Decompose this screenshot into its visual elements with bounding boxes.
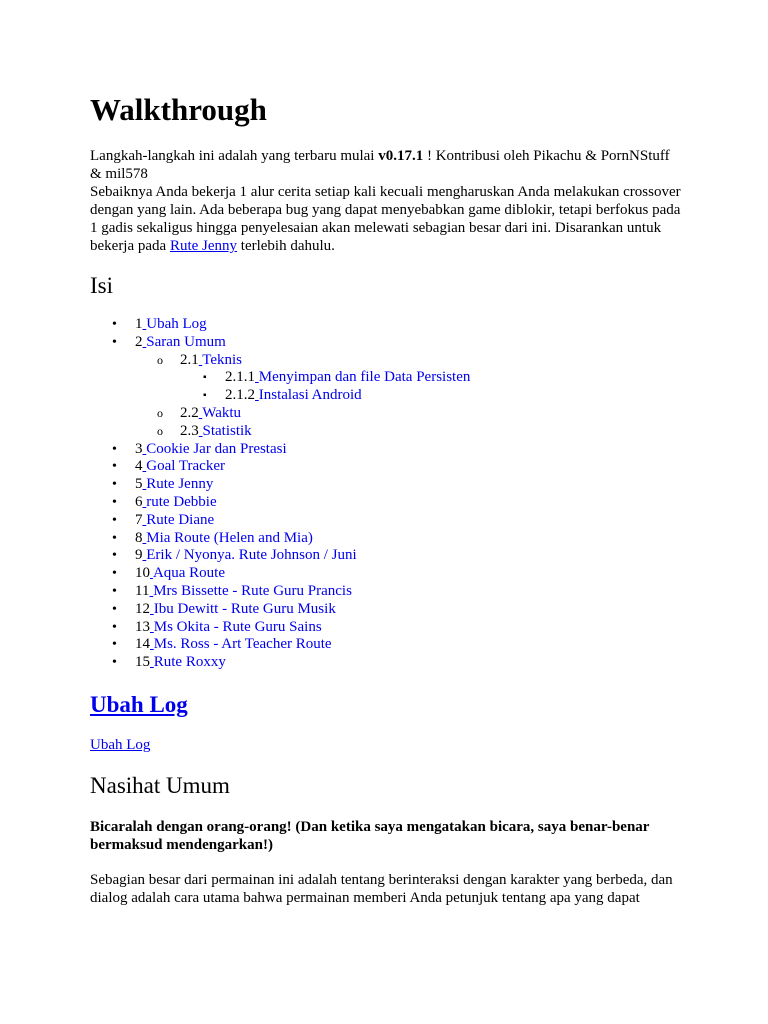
toc-number: 5 [135,476,143,493]
toc-item-6[interactable] [90,494,470,512]
toc-link[interactable]: Statistik [202,422,252,439]
bullet-icon: • [112,441,117,457]
toc-number: 2 [135,333,143,350]
toc-item-2-1-2[interactable] [90,387,470,405]
advice-bold-paragraph: Bicaralah dengan orang-orang! (Dan ketika saya mengatakan bicara, saya benar-benar bermaksud mendengarkan!) [90,819,650,853]
toc-item-10[interactable] [90,565,470,583]
toc-number: 11 [135,582,150,599]
bullet-icon: • [112,566,117,582]
toc-item-4[interactable] [90,458,470,476]
bullet-icon: • [112,317,117,332]
toc-number: 2.1.2 [225,387,255,404]
toc-item-15[interactable] [90,654,470,672]
nasihat-umum-heading: Nasihat Umum [90,773,230,798]
toc-item-2-1[interactable] [90,352,470,370]
toc-number: 2.2 [180,404,199,421]
toc-number: 2.1.1 [225,369,255,386]
ubah-log-link[interactable]: Ubah Log [90,737,151,753]
toc-link[interactable]: Rute Jenny [146,476,214,493]
toc-link[interactable]: Teknis [202,351,243,368]
toc-link[interactable]: Ubah Log [146,316,207,332]
toc-item-5[interactable] [90,476,470,494]
square-bullet-icon: ▪ [203,372,207,384]
toc-link[interactable]: Goal Tracker [146,458,225,475]
toc-item-2-2[interactable] [90,405,470,423]
toc-number: 1 [135,316,143,332]
advice-paragraph: Sebagian besar dari permainan ini adalah tentang berinteraksi dengan karakter yang berbeda, dan dialog adalah cara utama bahwa permainan memberi Anda petunjuk tentang apa yang dapat [90,872,673,906]
toc-item-2-1-1[interactable] [90,369,470,387]
bullet-icon: • [112,655,117,671]
page-title: Walkthrough [90,92,267,127]
toc-link[interactable]: Rute Roxxy [153,654,226,671]
bullet-icon: • [112,477,117,493]
bullet-icon: • [112,512,117,528]
toc-link[interactable]: Saran Umum [146,333,226,350]
intro-advice-end: terlebih dahulu. [237,238,335,254]
toc-link[interactable]: Menyimpan dan file Data Persisten [258,369,471,386]
toc-number: 2.1 [180,351,199,368]
bullet-icon: • [112,548,117,564]
toc-item-3[interactable] [90,441,470,459]
toc-item-11[interactable] [90,583,470,601]
toc-number: 14 [135,636,150,653]
toc-number: 2.3 [180,422,199,439]
toc-link[interactable]: Aqua Route [152,565,226,582]
intro-section [90,147,685,255]
toc-item-8[interactable] [90,530,470,548]
circle-bullet-icon: o [157,352,163,367]
toc-link[interactable]: Waktu [202,404,242,421]
toc-item-13[interactable] [90,619,470,637]
toc-number: 4 [135,458,143,475]
intro-text: Langkah-langkah ini adalah yang terbaru mulai [90,148,379,164]
toc-link[interactable]: Ms Okita - Rute Guru Sains [153,618,322,635]
intro-paragraph-2 [90,183,685,255]
rute-jenny-link[interactable]: Rute Jenny [169,238,238,254]
toc-number: 8 [135,529,143,546]
toc-link[interactable]: Ibu Dewitt - Rute Guru Musik [153,600,336,617]
version-label: v0.17.1 [378,148,424,164]
toc-link[interactable]: Instalasi Android [258,387,362,404]
toc-item-1[interactable] [90,316,470,334]
intro-paragraph-1 [90,147,685,183]
toc-link[interactable]: Ms. Ross - Art Teacher Route [153,636,332,653]
toc-item-7[interactable] [90,512,470,530]
bullet-icon: • [112,583,117,599]
toc-item-2-3[interactable] [90,423,470,441]
contributors-text: ! Kontribusi oleh Pikachu & PornNStuff & mil578 [90,148,670,182]
toc-number: 10 [135,565,150,582]
toc-item-9[interactable] [90,547,470,565]
toc-link[interactable]: Erik / Nyonya. Rute Johnson / Juni [146,547,357,564]
toc-number: 9 [135,547,143,564]
toc-number: 6 [135,493,143,510]
bullet-icon: • [112,530,117,546]
toc-link[interactable]: rute Debbie [146,493,217,510]
toc-number: 7 [135,511,143,528]
toc-number: 3 [135,440,143,457]
toc-item-12[interactable] [90,601,470,619]
toc-item-14[interactable] [90,636,470,654]
toc-item-2[interactable] [90,334,470,352]
toc-link[interactable]: Mia Route (Helen and Mia) [146,529,313,546]
bullet-icon: • [112,601,117,617]
bullet-icon: • [112,637,117,653]
square-bullet-icon: ▪ [203,390,207,402]
ubah-log-heading-link[interactable]: Ubah Log [90,692,188,717]
bullet-icon: • [112,619,117,635]
toc-link[interactable]: Cookie Jar dan Prestasi [146,440,287,457]
circle-bullet-icon: o [157,405,163,420]
circle-bullet-icon: o [157,423,163,438]
toc-number: 13 [135,618,150,635]
bullet-icon: • [112,494,117,510]
toc-link[interactable]: Rute Diane [146,511,215,528]
toc-number: 15 [135,654,150,671]
ubah-log-section [90,736,150,754]
toc-number: 12 [135,600,150,617]
bullet-icon: • [112,334,117,350]
table-of-contents [90,316,470,672]
bullet-icon: • [112,459,117,475]
toc-heading: Isi [90,273,113,298]
ubah-log-heading [90,688,188,722]
intro-advice-text: Sebaiknya Anda bekerja 1 alur cerita setiap kali kecuali mengharuskan Anda melakukan crossover dengan yang lain. Ada beberapa bug yang dapat menyebabkan game diblokir, tetapi berfokus pada 1 gadis sekaligus hingga penyelesaian akan melewati sebagian besar dari ini. Disarankan untuk bekerja pada [90,184,681,254]
toc-link[interactable]: Mrs Bissette - Rute Guru Prancis [153,582,352,599]
